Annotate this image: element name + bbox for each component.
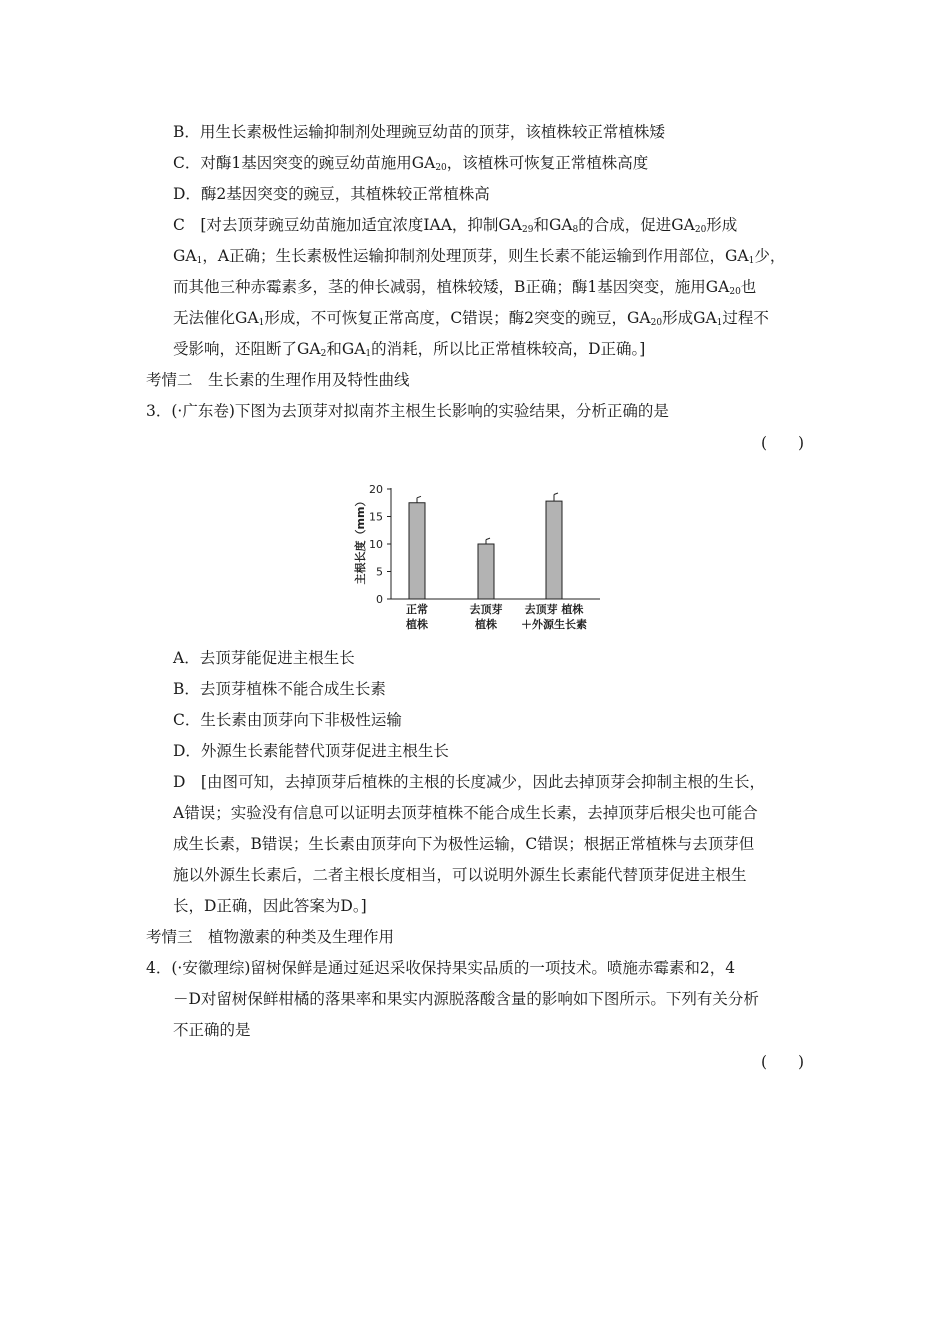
q4-stem-line-1: 4．(·安徽理综)留树保鲜是通过延迟采收保持果实品质的一项技术。喷施赤霉素和2，4 bbox=[146, 959, 736, 977]
bar-chart bbox=[340, 478, 620, 638]
y-tick-label: 0 bbox=[376, 593, 383, 606]
q3-answer-line-4: 施以外源生长素后，二者主根长度相当，可以说明外源生长素能代替顶芽促进主根生 bbox=[173, 866, 747, 884]
q2-option-c: C．对酶1基因突变的豌豆幼苗施用$GA_{20}$，该植株可恢复正常植株高度 bbox=[173, 154, 649, 173]
x-category-label: 正常 bbox=[406, 603, 428, 616]
q4-answer-bracket: ( ) bbox=[761, 1053, 805, 1071]
x-category-label: 去顶芽 植株 bbox=[524, 603, 584, 616]
q3-answer-line-3: 成生长素，B错误；生长素由顶芽向下为极性运输，C错误；根据正常植株与去顶芽但 bbox=[173, 835, 755, 853]
q2-answer-line-3: 而其他三种赤霉素多，茎的伸长减弱，植株较矮，B正确；酶1基因突变，施用$GA_{20}$也 bbox=[173, 278, 757, 297]
q3-option-b: B．去顶芽植株不能合成生长素 bbox=[173, 680, 386, 698]
q2-answer-line-1: C [对去顶芽豌豆幼苗施加适宜浓度IAA，抑制$GA_{29}$和$GA_8$的合成，促进$GA_{20}$形成 bbox=[173, 216, 738, 235]
q2-answer-line-2: $GA_1$，A正确；生长素极性运输抑制剂处理顶芽，则生长素不能运输到作用部位，$GA_1$少， bbox=[173, 247, 786, 266]
q2-option-b: B．用生长素极性运输抑制剂处理豌豆幼苗的顶芽，该植株较正常植株矮 bbox=[173, 123, 665, 141]
q2-option-d: D．酶2基因突变的豌豆，其植株较正常植株高 bbox=[173, 185, 490, 203]
y-tick-label: 15 bbox=[369, 510, 383, 524]
error-bar-2 bbox=[486, 538, 490, 544]
x-category-label: 去顶芽 bbox=[469, 603, 503, 616]
q3-option-a: A．去顶芽能促进主根生长 bbox=[173, 649, 355, 667]
q3-answer-line-2: A错误；实验没有信息可以证明去顶芽植株不能合成生长素，去掉顶芽后根尖也可能合 bbox=[173, 804, 758, 822]
q2-answer-line-4: 无法催化$GA_1$形成，不可恢复正常高度，C错误；酶2突变的豌豆，$GA_{20}$形成$GA_1$过程不 bbox=[173, 309, 769, 328]
q4-stem-line-2: －D对留树保鲜柑橘的落果率和果实内源脱落酸含量的影响如下图所示。下列有关分析 bbox=[173, 990, 759, 1008]
q3-option-d: D．外源生长素能替代顶芽促进主根生长 bbox=[173, 742, 449, 760]
svg-text:主根长度（mm）: 主根长度（mm） bbox=[354, 495, 367, 585]
y-axis-title bbox=[353, 496, 367, 585]
y-tick-label: 10 bbox=[369, 538, 383, 551]
bar-3 bbox=[546, 501, 562, 599]
x-category-label: ＋外源生长素 bbox=[521, 618, 587, 631]
bar-2 bbox=[478, 544, 494, 599]
q3-answer-bracket: ( ) bbox=[761, 434, 805, 452]
q3-answer-line-5: 长，D正确，因此答案为D。] bbox=[173, 897, 367, 915]
error-bar-3 bbox=[554, 493, 558, 501]
error-bar-1 bbox=[417, 496, 421, 502]
bar-1 bbox=[409, 503, 425, 599]
q2-answer-line-5: 受影响，还阻断了$GA_2$和$GA_1$的消耗，所以比正常植株较高，D正确。] bbox=[173, 340, 646, 359]
x-category-label: 植株 bbox=[475, 618, 497, 631]
q3-option-c: C．生长素由顶芽向下非极性运输 bbox=[173, 711, 402, 729]
x-category-label: 植株 bbox=[406, 618, 428, 631]
section2-heading: 考情二 生长素的生理作用及特性曲线 bbox=[146, 371, 410, 389]
section3-heading: 考情三 植物激素的种类及生理作用 bbox=[146, 928, 395, 946]
q3-stem: 3．(·广东卷)下图为去顶芽对拟南芥主根生长影响的实验结果，分析正确的是 bbox=[146, 402, 669, 420]
q3-answer-line-1: D [由图可知，去掉顶芽后植株的主根的长度减少，因此去掉顶芽会抑制主根的生长， bbox=[173, 773, 765, 791]
y-tick-label: 5 bbox=[376, 565, 383, 579]
y-tick-label: 20 bbox=[369, 483, 383, 496]
q4-stem-line-3: 不正确的是 bbox=[173, 1021, 251, 1039]
